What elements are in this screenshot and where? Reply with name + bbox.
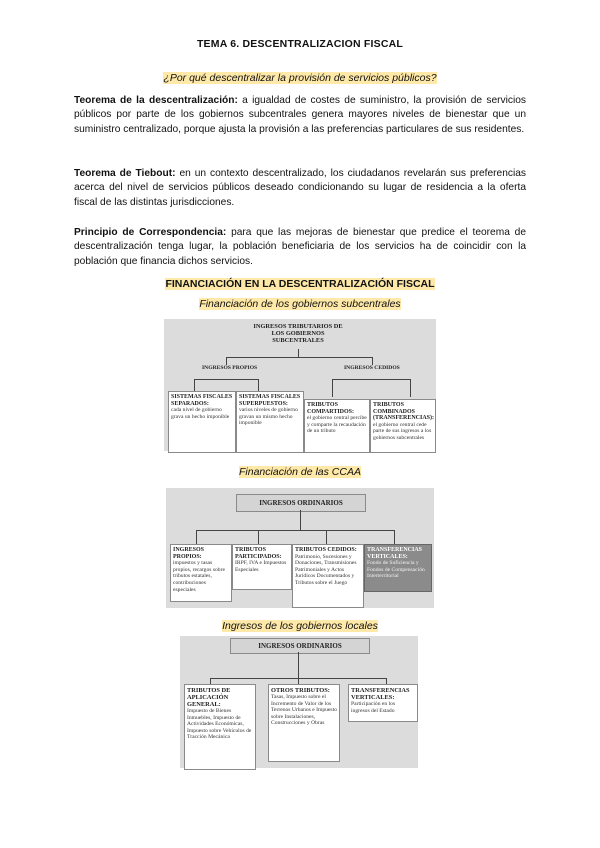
diagram2-connector: [196, 530, 394, 531]
diagram3-box-title: TRANSFERENCIAS VERTICALES:: [351, 687, 410, 701]
diagram1-box-compartidos: [304, 399, 370, 453]
diagram1-caption-wrap: [0, 298, 600, 310]
diagram1-root: [252, 323, 344, 349]
diagram1-connector: [226, 357, 372, 358]
diagram2-connector: [258, 530, 259, 544]
diagram2-caption: Financiación de las CCAA: [239, 466, 361, 478]
diagram1-connector: [410, 379, 411, 397]
diagram2-root: [236, 494, 366, 512]
diagram3-box-text: Participación en los ingresos del Estado: [351, 701, 396, 714]
question-heading: [0, 72, 600, 84]
diagram2-box-text: impuestos y tasas propios, recargos sobre tributos estatales, contribuciones especiales: [173, 560, 225, 593]
diagram1-connector: [298, 349, 299, 357]
diagram1-box-title: SISTEMAS FISCALES SUPERPUESTOS:: [239, 394, 301, 407]
diagram2-box-propios: [170, 544, 232, 602]
diagram2-box-text: Fondo de Suficiencia y Fondos de Compensación Interterritorial: [367, 560, 425, 580]
diagram2-box-title: TRIBUTOS CEDIDOS:: [295, 547, 357, 553]
document-title: TEMA 6. DESCENTRALIZACION FISCAL: [196, 38, 404, 50]
text-descentralizacion: a igualdad de costes de suministro, la provisión de servicios públicos por parte de los gobiernos subcentrales genera mayores niveles de bienestar que un suministro centralizado, porque ajusta la provisión a las preferencias particulares de sus residentes.: [74, 95, 526, 135]
diagram1: [164, 319, 436, 451]
section-title: FINANCIACIÓN EN LA DESCENTRALIZACIÓN FISCAL: [165, 278, 435, 290]
diagram1-box-title: SISTEMAS FISCALES SEPARADOS:: [171, 394, 233, 407]
diagram3-caption: Ingresos de los gobiernos locales: [222, 620, 378, 632]
paragraph-correspondencia: [74, 226, 526, 269]
diagram1-connector: [372, 357, 373, 365]
diagram2: [166, 488, 434, 608]
diagram3-box-text: Impuesto de Bienes Inmuebles, Impuesto de Actividades Económicas, Impuesto sobre Vehículos de Tracción Mecánica: [187, 708, 252, 741]
diagram2-box-text: Patrimonio, Sucesiones y Donaciones, Transmisiones Patrimoniales y Actos Jurídicos Documentados y Tributos sobre el Juego: [295, 553, 357, 586]
diagram1-box-superpuestos: [236, 391, 304, 453]
diagram3-box-otros: [268, 684, 340, 762]
diagram2-connector: [300, 510, 301, 530]
diagram2-box-title: TRIBUTOS PARTICIPADOS:: [235, 547, 282, 560]
diagram3-root: [230, 638, 370, 654]
diagram3-root-text: INGRESOS ORDINARIOS: [258, 642, 342, 650]
diagram3-box-title: OTROS TRIBUTOS:: [271, 687, 330, 694]
diagram3-box-general: [184, 684, 256, 770]
diagram1-box-separados: [168, 391, 236, 453]
diagram1-caption: Financiación de los gobiernos subcentrales: [199, 298, 401, 310]
diagram1-connector: [332, 379, 333, 397]
diagram2-caption-wrap: [0, 466, 600, 478]
diagram3-caption-wrap: [0, 620, 600, 632]
diagram3-connector: [298, 652, 299, 678]
diagram3-box-transferencias: [348, 684, 418, 722]
term-descentralizacion: Teorema de la descentralización:: [74, 95, 238, 106]
diagram1-box-title: TRIBUTOS COMBINADOS (TRANSFERENCIAS):: [373, 402, 435, 422]
diagram1-box-text: varios niveles de gobierno gravan un mismo hecho imponible: [239, 407, 298, 427]
diagram1-box-text: el gobierno central percibe y comparte la recaudación de un tributo: [307, 415, 367, 435]
term-tiebout: Teorema de Tiebout:: [74, 168, 176, 179]
text-tiebout: en un contexto descentralizado, los ciudadanos revelarán sus preferencias acerca del nivel de servicios públicos deseado condicionando su lugar de residencia a la oferta fiscal de las distintas jurisdicciones.: [74, 168, 527, 208]
diagram3-box-text: Tasas, Impuesto sobre el Incremento de Valor de los Terrenos Urbanos e Impuesto sobre Instalaciones, Construcciones y Obras: [271, 694, 337, 727]
diagram1-box-combinados: [370, 399, 436, 453]
diagram2-box-transferencias: [364, 544, 432, 592]
diagram1-box-title: TRIBUTOS COMPARTIDOS:: [307, 402, 355, 415]
diagram2-root-text: INGRESOS ORDINARIOS: [259, 499, 343, 507]
diagram1-connector: [226, 357, 227, 365]
diagram3: [180, 636, 418, 768]
diagram1-connector: [194, 379, 195, 391]
diagram2-box-title: INGRESOS PROPIOS:: [173, 547, 205, 560]
paragraph-descentralizacion: [74, 94, 526, 137]
diagram1-box-text: el gobierno central cede parte de sus ingresos a los gobiernos subcentrales: [373, 421, 432, 441]
paragraph-tiebout: [74, 167, 526, 210]
diagram1-connector: [258, 379, 259, 391]
question-text: ¿Por qué descentralizar la provisión de servicios públicos?: [163, 72, 437, 84]
diagram1-root-text: INGRESOS TRIBUTARIOS DE LOS GOBIERNOS SUBCENTRALES: [253, 323, 343, 344]
diagram2-box-cedidos: [292, 544, 364, 608]
diagram2-connector: [326, 530, 327, 544]
diagram1-right-label: INGRESOS CEDIDOS: [344, 365, 400, 371]
term-correspondencia: Principio de Correspondencia:: [74, 227, 227, 238]
diagram2-box-title: TRANSFERENCIAS VERTICALES:: [367, 547, 423, 560]
diagram1-connector: [332, 379, 410, 380]
text-correspondencia: para que las mejoras de bienestar que predice el teorema de descentralización tenga lugar, la población beneficiaria de los servicios ha de coincidir con la población que financia dichos servicios.: [74, 227, 527, 267]
diagram1-left-label: INGRESOS PROPIOS: [202, 365, 258, 371]
diagram2-box-participados: [232, 544, 292, 590]
diagram3-box-title: TRIBUTOS DE APLICACIÓN GENERAL:: [187, 687, 231, 708]
section-heading: [0, 278, 600, 290]
diagram2-connector: [394, 530, 395, 544]
diagram2-connector: [196, 530, 197, 544]
diagram2-box-text: IRPF, IVA e Impuestos Especiales: [235, 560, 287, 573]
diagram1-box-text: cada nivel de gobierno grava un hecho imponible: [171, 407, 230, 420]
diagram1-connector: [194, 379, 258, 380]
